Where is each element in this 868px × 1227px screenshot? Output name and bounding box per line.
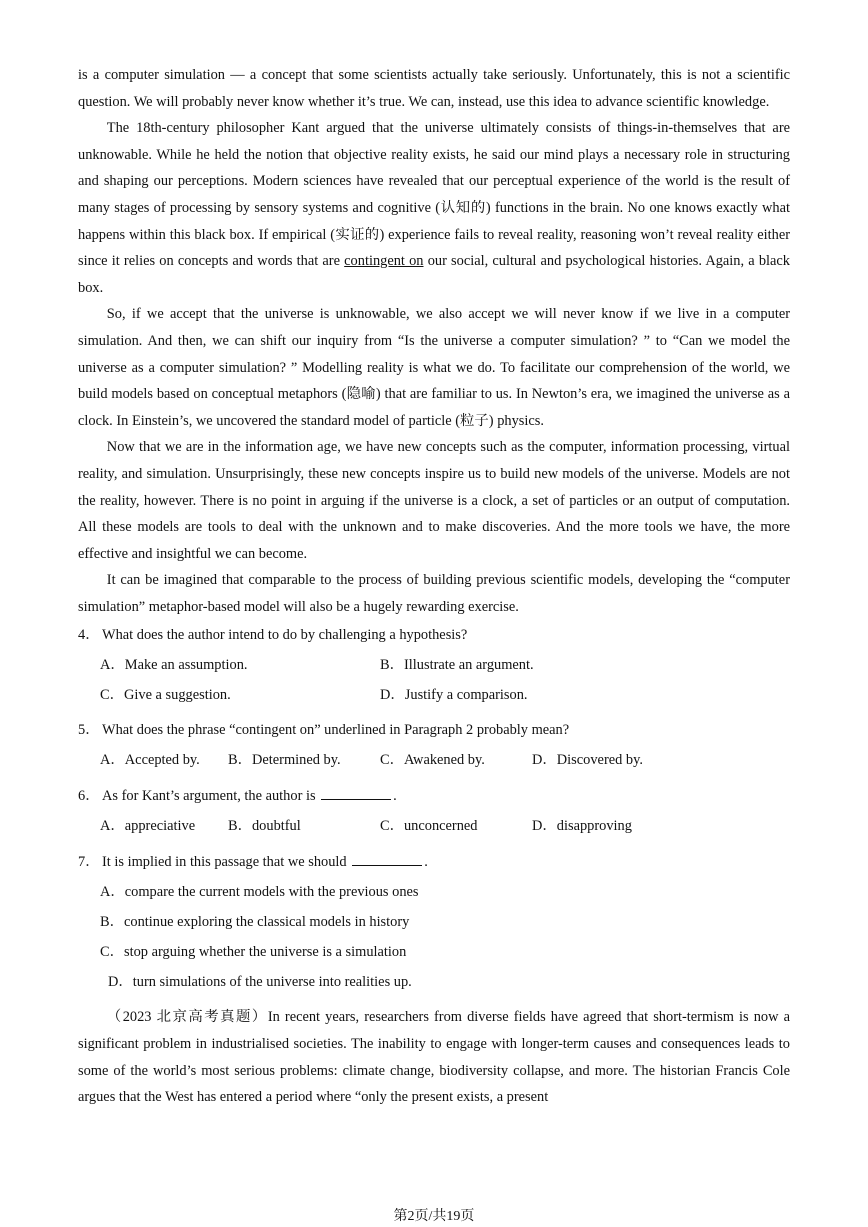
passage-paragraph-0: is a computer simulation — a concept that some scientists actually take seriously. Unfortunately, this is not a scientific question. We will probably never know whether it’s true. We can, instead, use this idea to advance scientific knowledge. — [78, 67, 790, 110]
question-options — [78, 816, 790, 846]
document-content — [78, 62, 790, 1111]
question-options — [78, 750, 790, 780]
question-options — [78, 882, 790, 1002]
question-text: What does the author intend to do by challenging a hypothesis? — [102, 627, 468, 644]
passage-paragraph-1 — [78, 115, 790, 301]
option-d: D．turn simulations of the universe into realities up. — [108, 974, 412, 991]
question-6 — [78, 785, 790, 846]
passage-paragraph-2: So, if we accept that the universe is unknowable, we also accept we will never know if we live in a computer simulation. And then, we can shift our inquiry from “Is the universe a computer simulation? ” to “Can we model the universe as a computer simulation? ” Modelling reality is what we do. To facilitate our comprehension of the world, we build models based on conceptual metaphors (隐喻) that are familiar to us. In Newton’s era, we imagined the universe as a clock. In Einstein’s, we uncovered the standard model of particle (粒子) physics. — [78, 306, 790, 429]
question-number: 5． — [78, 722, 100, 739]
option-b: B．Determined by. — [228, 752, 341, 769]
option-a: A．Accepted by. — [100, 752, 200, 769]
question-text: As for Kant’s argument, the author is — [102, 788, 316, 805]
question-number: 6． — [78, 788, 100, 805]
question-stem — [78, 785, 790, 806]
question-text: It is implied in this passage that we should — [102, 854, 347, 871]
option-d: D．Discovered by. — [532, 752, 643, 769]
question-number: 7． — [78, 854, 100, 871]
paragraph-1-text-a: The 18th-century philosopher Kant argued that the universe ultimately consists of things-in-themselves that are unknowable. While he held the notion that objective reality exists, he said our mind plays a necessary role in structuring and shaping our perceptions. Modern sciences have revealed that our perceptual experience of the world is the result of many stages of processing by sensory systems and cognitive (认知的) functions in the brain. No one knows exactly what happens within this black box. If empirical (实证的) experience fails to reveal reality, reasoning won’t reveal reality either since it relies on concepts and words that are — [78, 120, 790, 270]
question-options — [78, 655, 790, 715]
option-d: D．disapproving — [532, 818, 632, 835]
question-text: What does the phrase “contingent on” underlined in Paragraph 2 probably mean? — [102, 722, 570, 739]
option-d: D．Justify a comparison. — [380, 687, 528, 704]
option-a: A．appreciative — [100, 818, 196, 835]
option-a: A．Make an assumption. — [100, 657, 248, 674]
option-c: C．Give a suggestion. — [100, 687, 231, 704]
option-a: A．compare the current models with the previous ones — [100, 884, 419, 901]
answer-blank — [321, 785, 391, 800]
question-stem — [78, 720, 790, 740]
underlined-phrase: contingent on — [344, 253, 424, 270]
passage-paragraph-3: Now that we are in the information age, we have new concepts such as the computer, information processing, virtual reality, and simulation. Unsurprisingly, these new concepts inspire us to build new models of the universe. Models are not the reality, however. There is no point in arguing if the universe is a clock, a set of particles or an output of computation. All these models are tools to deal with the unknown and to make discoveries. And the more tools we have, the more effective and insightful we can become. — [78, 439, 790, 562]
question-stem — [78, 851, 790, 872]
paragraph-1-text-b: our social, cultural and psychological histories. Again, a black box. — [78, 253, 790, 296]
question-stem — [78, 625, 790, 645]
option-c: C．Awakened by. — [380, 752, 485, 769]
answer-blank — [352, 851, 422, 866]
question-4 — [78, 625, 790, 715]
option-c: C．unconcerned — [380, 818, 478, 835]
question-text-end: . — [393, 788, 397, 805]
option-b: B．Illustrate an argument. — [380, 657, 534, 674]
passage-paragraph-4: It can be imagined that comparable to the process of building previous scientific models, developing the “computer simulation” metaphor-based model will also be a hugely rewarding exercise. — [78, 572, 790, 615]
question-7 — [78, 851, 790, 1002]
question-5 — [78, 720, 790, 780]
option-b: B．continue exploring the classical models in history — [100, 914, 410, 931]
option-c: C．stop arguing whether the universe is a simulation — [100, 944, 407, 961]
option-b: B．doubtful — [228, 818, 301, 835]
question-text-end: . — [424, 854, 428, 871]
next-passage-paragraph: （2023 北京高考真题）In recent years, researchers from diverse fields have agreed that short-termism is now a significant problem in industrialised societies. The inability to engage with longer-term causes and consequences leads to some of the world’s most serious problems: climate change, biodiversity collapse, and more. The historian Francis Cole argues that the West has entered a period where “only the present exists, a present — [78, 1009, 790, 1106]
page-number-footer: 第2页/共19页 — [393, 1209, 475, 1224]
question-number: 4． — [78, 627, 100, 644]
